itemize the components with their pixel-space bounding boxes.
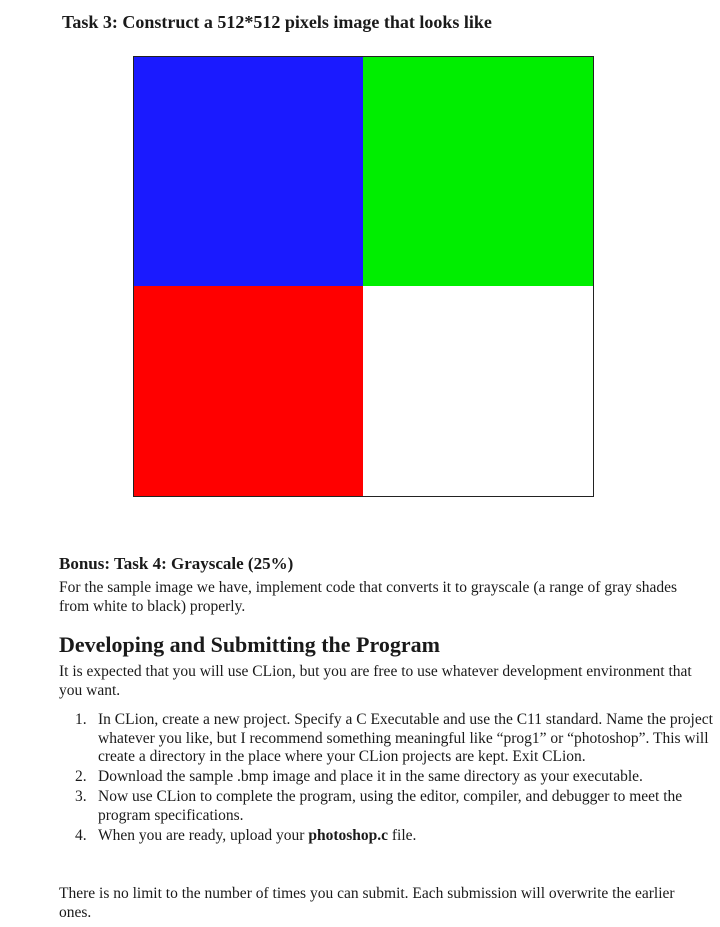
step-text-before: When you are ready, upload your xyxy=(98,826,309,844)
step-number: 3. xyxy=(75,788,87,805)
step-item xyxy=(75,788,715,825)
bonus-task4-heading: Bonus: Task 4: Grayscale (25%) xyxy=(59,554,294,573)
step-item xyxy=(75,711,715,767)
step-item xyxy=(75,827,715,846)
step-number: 4. xyxy=(75,826,87,844)
color-quadrant-image xyxy=(133,56,594,497)
quadrant-white-bottom-right xyxy=(363,286,593,496)
step-number: 1. xyxy=(75,711,87,728)
step-text-after: file. xyxy=(388,826,417,844)
step-text: Download the sample .bmp image and place it in the same directory as your executable. xyxy=(98,768,643,785)
quadrant-green-top-right xyxy=(363,57,593,286)
task3-heading: Task 3: Construct a 512*512 pixels image that looks like xyxy=(62,12,492,32)
closing-text: There is no limit to the number of times you can submit. Each submission will overwrite the earlier ones. xyxy=(59,885,675,921)
developing-intro-text: It is expected that you will use CLion, but you are free to use whatever development environment that you want. xyxy=(59,663,692,699)
developing-section-heading: Developing and Submitting the Program xyxy=(59,632,440,657)
filename-bold: photoshop.c xyxy=(308,826,389,844)
step-item xyxy=(75,768,715,787)
step-text: Now use CLion to complete the program, using the editor, compiler, and debugger to meet the program specifications. xyxy=(98,788,683,824)
step-text: In CLion, create a new project. Specify a C Executable and use the C11 standard. Name the project whatever you like, but I recommend something meaningful like “prog1” or “photoshop”. This will create a directory in the place where your CLion projects are kept. Exit CLion. xyxy=(98,711,713,765)
quadrant-red-bottom-left xyxy=(134,286,363,496)
bonus-task4-text: For the sample image we have, implement code that converts it to grayscale (a range of gray shades from white to black) properly. xyxy=(59,579,678,615)
quadrant-blue-top-left xyxy=(134,57,363,286)
steps-list xyxy=(75,711,715,847)
step-number: 2. xyxy=(75,768,87,785)
